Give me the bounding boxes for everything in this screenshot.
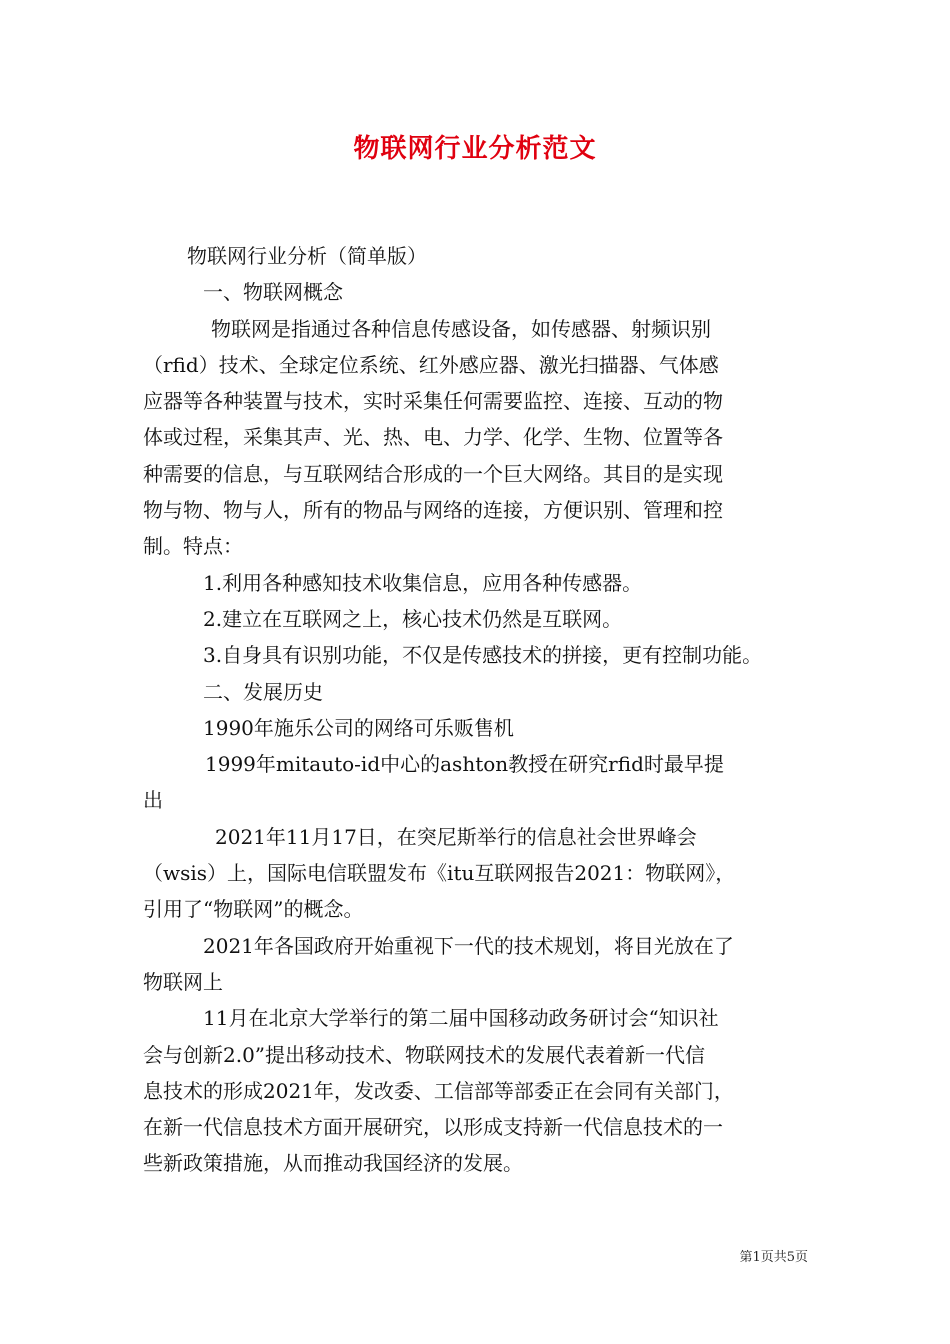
paragraph-history-wsis: [143, 819, 813, 928]
paragraph-concept: [143, 311, 813, 565]
history-line: （wsis）上，国际电信联盟发布《itu互联网报告2021：物联网》，: [143, 861, 736, 886]
feature-item: 3.自身具有识别功能，不仅是传感技术的拼接，更有控制功能。: [203, 643, 763, 668]
concept-line: 制。特点：: [143, 534, 243, 559]
concept-line: （rfid）技术、全球定位系统、红外感应器、激光扫描器、气体感: [143, 352, 719, 377]
history-line: 物联网上: [143, 969, 223, 994]
history-line: 息技术的形成2021年，发改委、工信部等部委正在会同有关部门，: [143, 1078, 734, 1103]
history-line: 在新一代信息技术方面开展研究，以形成支持新一代信息技术的一: [143, 1115, 723, 1140]
section-heading-concept: 一、物联网概念: [203, 280, 343, 305]
history-line: 2021年11月17日，在突尼斯举行的信息社会世界峰会: [215, 824, 697, 849]
history-1990: 1990年施乐公司的网络可乐贩售机: [203, 715, 514, 740]
paragraph-history-nov: [143, 1000, 813, 1181]
paragraph-history-1999: [143, 746, 813, 819]
document-body: [143, 238, 813, 1182]
concept-line: 物联网是指通过各种信息传感设备，如传感器、射频识别: [211, 316, 711, 341]
feature-item: 1.利用各种感知技术收集信息，应用各种传感器。: [203, 570, 643, 595]
paragraph-history-gov: [143, 928, 813, 1001]
document-subtitle: 物联网行业分析（简单版）: [187, 244, 427, 268]
page-number: 第1页共5页: [739, 1250, 808, 1265]
history-line: 些新政策措施，从而推动我国经济的发展。: [143, 1151, 523, 1176]
history-line: 2021年各国政府开始重视下一代的技术规划，将目光放在了: [203, 933, 734, 958]
history-line: 1999年mitauto-id中心的ashton教授在研究rfid时最早提: [205, 752, 724, 777]
history-line: 11月在北京大学举行的第二届中国移动政务研讨会“知识社: [203, 1006, 719, 1031]
feature-item: 2.建立在互联网之上，核心技术仍然是互联网。: [203, 606, 623, 631]
concept-line: 种需要的信息，与互联网结合形成的一个巨大网络。其目的是实现: [143, 461, 723, 486]
history-line: 会与创新2.0”提出移动技术、物联网技术的发展代表着新一代信: [143, 1042, 706, 1067]
section-heading-history: 二、发展历史: [203, 679, 323, 704]
concept-line: 应器等各种装置与技术，实时采集任何需要监控、连接、互动的物: [143, 389, 723, 414]
concept-line: 物与物、物与人，所有的物品与网络的连接，方便识别、管理和控: [143, 498, 723, 523]
history-line: 引用了“物联网”的概念。: [143, 897, 364, 922]
concept-line: 体或过程，采集其声、光、热、电、力学、化学、生物、位置等各: [143, 425, 723, 450]
history-line: 出: [143, 788, 163, 813]
document-title: 物联网行业分析范文: [353, 134, 597, 164]
